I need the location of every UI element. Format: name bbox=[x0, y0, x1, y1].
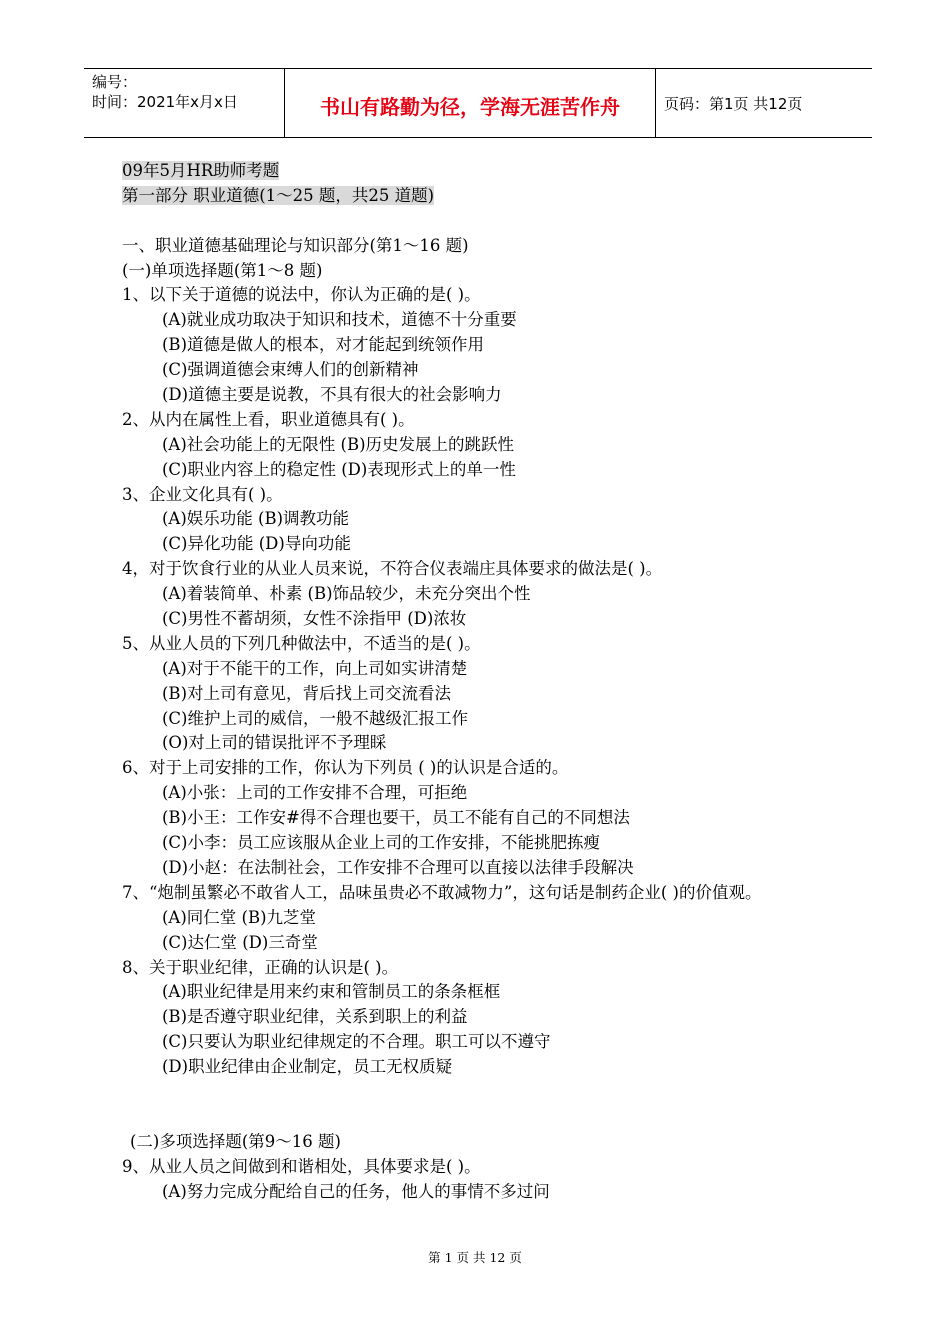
question-option: (A)就业成功取决于知识和技术，道德不十分重要 bbox=[162, 310, 517, 330]
question-option: (C)维护上司的威信，一般不越级汇报工作 bbox=[162, 708, 468, 728]
section-heading: 一、职业道德基础理论与知识部分(第1～16 题) bbox=[122, 235, 469, 255]
question-option: (A)着装简单、朴素 (B)饰品较少，未充分突出个性 bbox=[162, 584, 531, 604]
question-stem: 1、以下关于道德的说法中，你认为正确的是( )。 bbox=[122, 285, 481, 305]
question-option: (A)同仁堂 (B)九芝堂 bbox=[162, 907, 317, 927]
question-option: (C)小李：员工应该服从企业上司的工作安排，不能挑肥拣瘦 bbox=[162, 833, 600, 853]
doc-title: 09年5月HR助师考题 bbox=[122, 161, 280, 180]
question-stem: 4，对于饮食行业的从业人员来说，不符合仪表端庄具体要求的做法是( )。 bbox=[122, 559, 663, 579]
question-9-option-a: (A)努力完成分配给自己的任务，他人的事情不多过问 bbox=[162, 1181, 550, 1201]
time-label: 时间：2021年x月x日 bbox=[92, 93, 238, 111]
document-body bbox=[122, 159, 862, 1204]
question-option: (B)对上司有意见，背后找上司交流看法 bbox=[162, 683, 451, 703]
question-stem: 7、“炮制虽繁必不敢省人工，品味虽贵必不敢减物力”，这句话是制药企业( )的价值观。 bbox=[122, 882, 762, 902]
question-option: (O)对上司的错误批评不予理睬 bbox=[162, 733, 387, 753]
question-option: (D)道德主要是说教，不具有很大的社会影响力 bbox=[162, 385, 502, 405]
question-stem: 5、从业人员的下列几种做法中，不适当的是( )。 bbox=[122, 633, 481, 653]
page-header bbox=[84, 68, 872, 138]
question-option: (D)职业纪律由企业制定，员工无权质疑 bbox=[162, 1057, 453, 1077]
question-option: (C)只要认为职业纪律规定的不合理。职工可以不遵守 bbox=[162, 1032, 551, 1052]
number-label: 编号： bbox=[92, 73, 138, 91]
question-option: (B)道德是做人的根本，对才能起到统领作用 bbox=[162, 335, 484, 355]
question-option: (C)男性不蓄胡须，女性不涂指甲 (D)浓妆 bbox=[162, 609, 467, 629]
motto-text: 书山有路勤为径，学海无涯苦作舟 bbox=[320, 95, 620, 119]
question-stem: 3、企业文化具有( )。 bbox=[122, 484, 283, 504]
question-stem: 2、从内在属性上看，职业道德具有( )。 bbox=[122, 409, 415, 429]
question-option: (A)小张：上司的工作安排不合理，可拒绝 bbox=[162, 783, 468, 803]
question-option: (A)职业纪律是用来约束和管制员工的条条框框 bbox=[162, 982, 501, 1002]
question-list bbox=[122, 283, 862, 1080]
question-option: (A)娱乐功能 (B)调教功能 bbox=[162, 509, 350, 529]
question-stem: 8、关于职业纪律，正确的认识是( )。 bbox=[122, 957, 399, 977]
question-option: (A)对于不能干的工作，向上司如实讲清楚 bbox=[162, 658, 468, 678]
question-option: (D)小赵：在法制社会，工作安排不合理可以直接以法律手段解决 bbox=[162, 857, 634, 877]
part-heading: 第一部分 职业道德(1～25 题，共25 道题) bbox=[122, 185, 435, 205]
question-option: (A)社会功能上的无限性 (B)历史发展上的跳跃性 bbox=[162, 434, 515, 454]
question-option: (C)异化功能 (D)导向功能 bbox=[162, 534, 351, 554]
question-option: (C)职业内容上的稳定性 (D)表现形式上的单一性 bbox=[162, 459, 516, 479]
question-option: (B)小王：工作安#得不合理也要干，员工不能有自己的不同想法 bbox=[162, 808, 630, 828]
question-9: 9、从业人员之间做到和谐相处，具体要求是( )。 bbox=[122, 1156, 481, 1176]
question-stem: 6、对于上司安排的工作，你认为下列员 ( )的认识是合适的。 bbox=[122, 758, 569, 778]
question-option: (B)是否遵守职业纪律，关系到职上的利益 bbox=[162, 1007, 468, 1027]
subsection-heading-2: (二)多项选择题(第9～16 题) bbox=[130, 1131, 341, 1151]
header-meta-cell bbox=[84, 69, 285, 137]
question-option: (C)达仁堂 (D)三奇堂 bbox=[162, 932, 318, 952]
header-motto-cell bbox=[285, 69, 656, 137]
question-option: (C)强调道德会束缚人们的创新精神 bbox=[162, 360, 419, 380]
page-number-label: 页码：第1页 共12页 bbox=[664, 95, 803, 113]
header-page-cell bbox=[656, 69, 872, 137]
page-footer: 第 1 页 共 12 页 bbox=[428, 1250, 522, 1265]
subsection-heading: (一)单项选择题(第1～8 题) bbox=[122, 260, 323, 280]
